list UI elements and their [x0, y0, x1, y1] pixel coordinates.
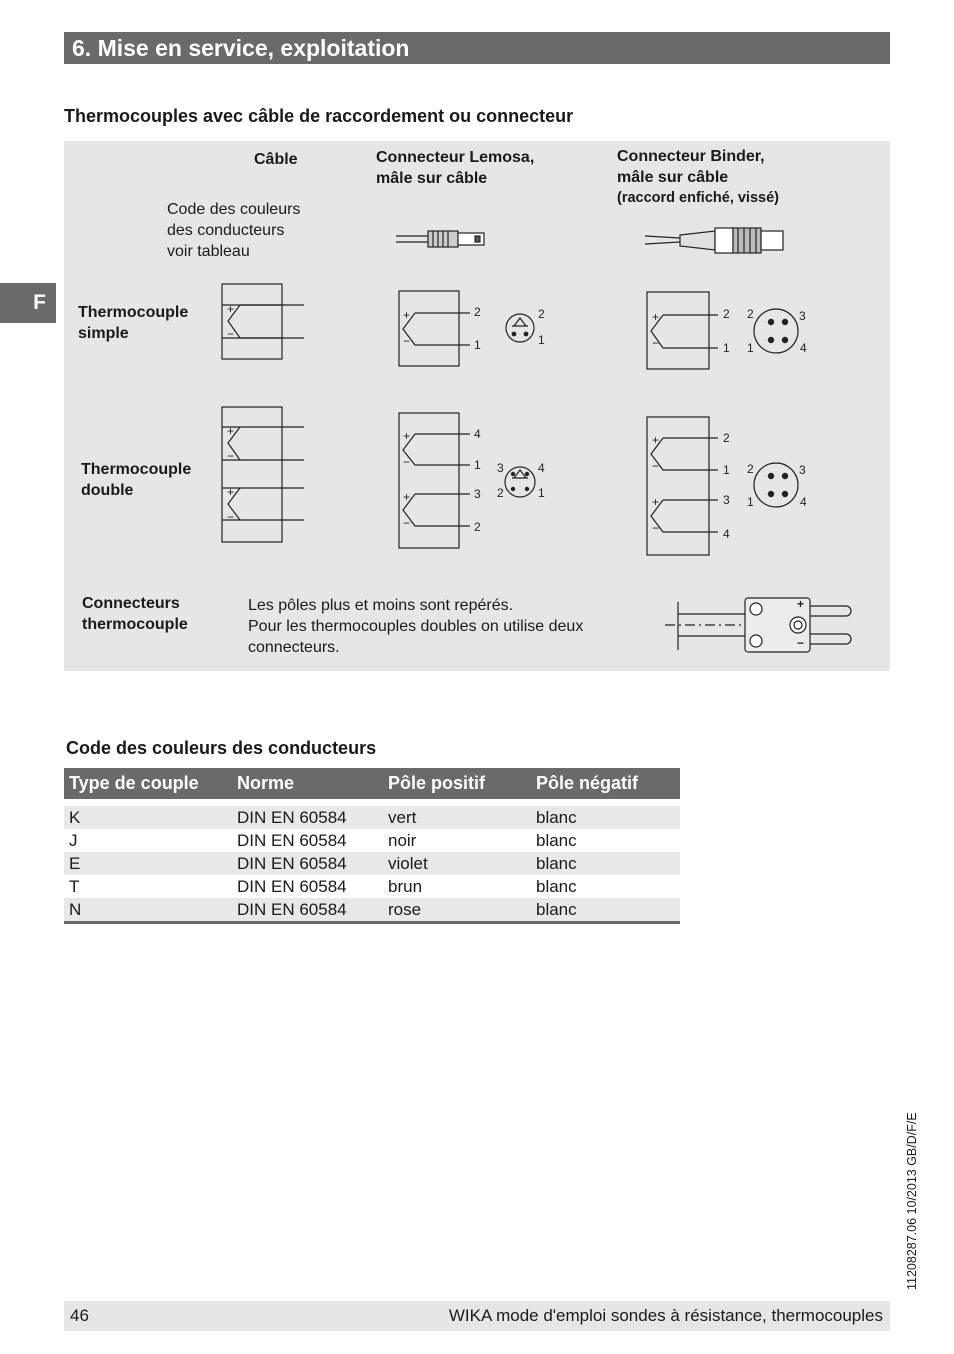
plus-label: +	[652, 495, 660, 509]
pin-label: 3	[799, 309, 806, 323]
minus-label: −	[227, 327, 235, 341]
minus-label: −	[403, 516, 411, 530]
pin-label: 4	[474, 427, 481, 441]
pin-label: 1	[723, 463, 730, 477]
plus-label: +	[403, 490, 411, 504]
minus-label: −	[227, 510, 235, 524]
section-title: 6. Mise en service, exploitation	[64, 32, 890, 64]
plus-label: +	[652, 433, 660, 447]
manual-title: WIKA mode d'emploi sondes à résistance, thermocouples	[448, 1306, 883, 1325]
minus-label: −	[797, 636, 805, 650]
language-tab: F	[0, 283, 56, 323]
minus-label: −	[403, 334, 411, 348]
minus-label: −	[652, 521, 660, 535]
pin-label: 4	[800, 495, 807, 509]
table-row: N DIN EN 60584 rose blanc	[64, 898, 680, 923]
row-label-connectors: Connecteurs thermocouple	[82, 595, 188, 633]
pin-label: 1	[723, 341, 730, 355]
col-header-cable: Câble	[254, 151, 298, 168]
pin-label: 3	[723, 493, 730, 507]
table-row: T DIN EN 60584 brun blanc	[69, 876, 577, 896]
minus-label: −	[652, 459, 660, 473]
pin-label: 1	[474, 338, 481, 352]
plus-label: +	[403, 429, 411, 443]
table-row: K DIN EN 60584 vert blanc	[64, 806, 680, 829]
pin-label: 2	[723, 307, 730, 321]
color-code-title: Code des couleurs des conducteurs	[66, 738, 377, 758]
pin-label: 1	[474, 458, 481, 472]
pin-label: 4	[723, 527, 730, 541]
pin-label: 1	[747, 495, 754, 509]
pin-label: 1	[538, 486, 545, 500]
page-number: 46	[70, 1306, 89, 1325]
header-type: Type de couple	[64, 768, 232, 799]
plus-label: +	[227, 302, 235, 316]
plus-label: +	[227, 424, 235, 438]
thermocouples-subtitle: Thermocouples avec câble de raccordement ou connecteur	[64, 106, 574, 126]
minus-label: −	[652, 336, 660, 350]
table-row: J DIN EN 60584 noir blanc	[69, 830, 577, 850]
document-id: 11208287.06 10/2013 GB/D/F/E	[905, 1112, 919, 1290]
connectors-description: Les pôles plus et moins sont repérés. Pour les thermocouples doubles on utilise deux connecteurs.	[248, 597, 584, 656]
row-label-simple: Thermocouple simple	[78, 304, 189, 342]
pin-label: 1	[538, 333, 545, 347]
pin-label: 1	[747, 341, 754, 355]
row-label-double: Thermocouple double	[81, 461, 192, 499]
pin-label: 2	[474, 305, 481, 319]
table-row: E DIN EN 60584 violet blanc	[64, 852, 680, 875]
pin-label: 3	[474, 487, 481, 501]
color-code-table	[64, 768, 680, 924]
plus-label: +	[797, 597, 805, 611]
pin-label: 2	[747, 462, 754, 476]
col-header-lemosa: Connecteur Lemosa, mâle sur câble	[376, 149, 535, 187]
minus-label: −	[227, 449, 235, 463]
plus-label: +	[227, 485, 235, 499]
table-header-row	[64, 768, 680, 799]
plus-label: +	[403, 308, 411, 322]
col-header-binder: Connecteur Binder, mâle sur câble (raccord enfiché, vissé)	[617, 148, 779, 206]
minus-label: −	[403, 455, 411, 469]
pin-label: 2	[723, 431, 730, 445]
header-norm: Norme	[232, 768, 383, 799]
footer	[64, 1301, 890, 1331]
color-code-note: Code des couleurs des conducteurs voir tableau	[167, 201, 301, 260]
header-negative: Pôle négatif	[531, 768, 680, 799]
pin-label: 2	[497, 486, 504, 500]
pin-label: 2	[747, 307, 754, 321]
pin-label: 4	[800, 341, 807, 355]
pin-label: 3	[799, 463, 806, 477]
pin-label: 2	[538, 307, 545, 321]
pin-label: 2	[474, 520, 481, 534]
pin-label: 3	[497, 461, 504, 475]
plus-label: +	[652, 310, 660, 324]
header-positive: Pôle positif	[383, 768, 531, 799]
pin-label: 4	[538, 461, 545, 475]
